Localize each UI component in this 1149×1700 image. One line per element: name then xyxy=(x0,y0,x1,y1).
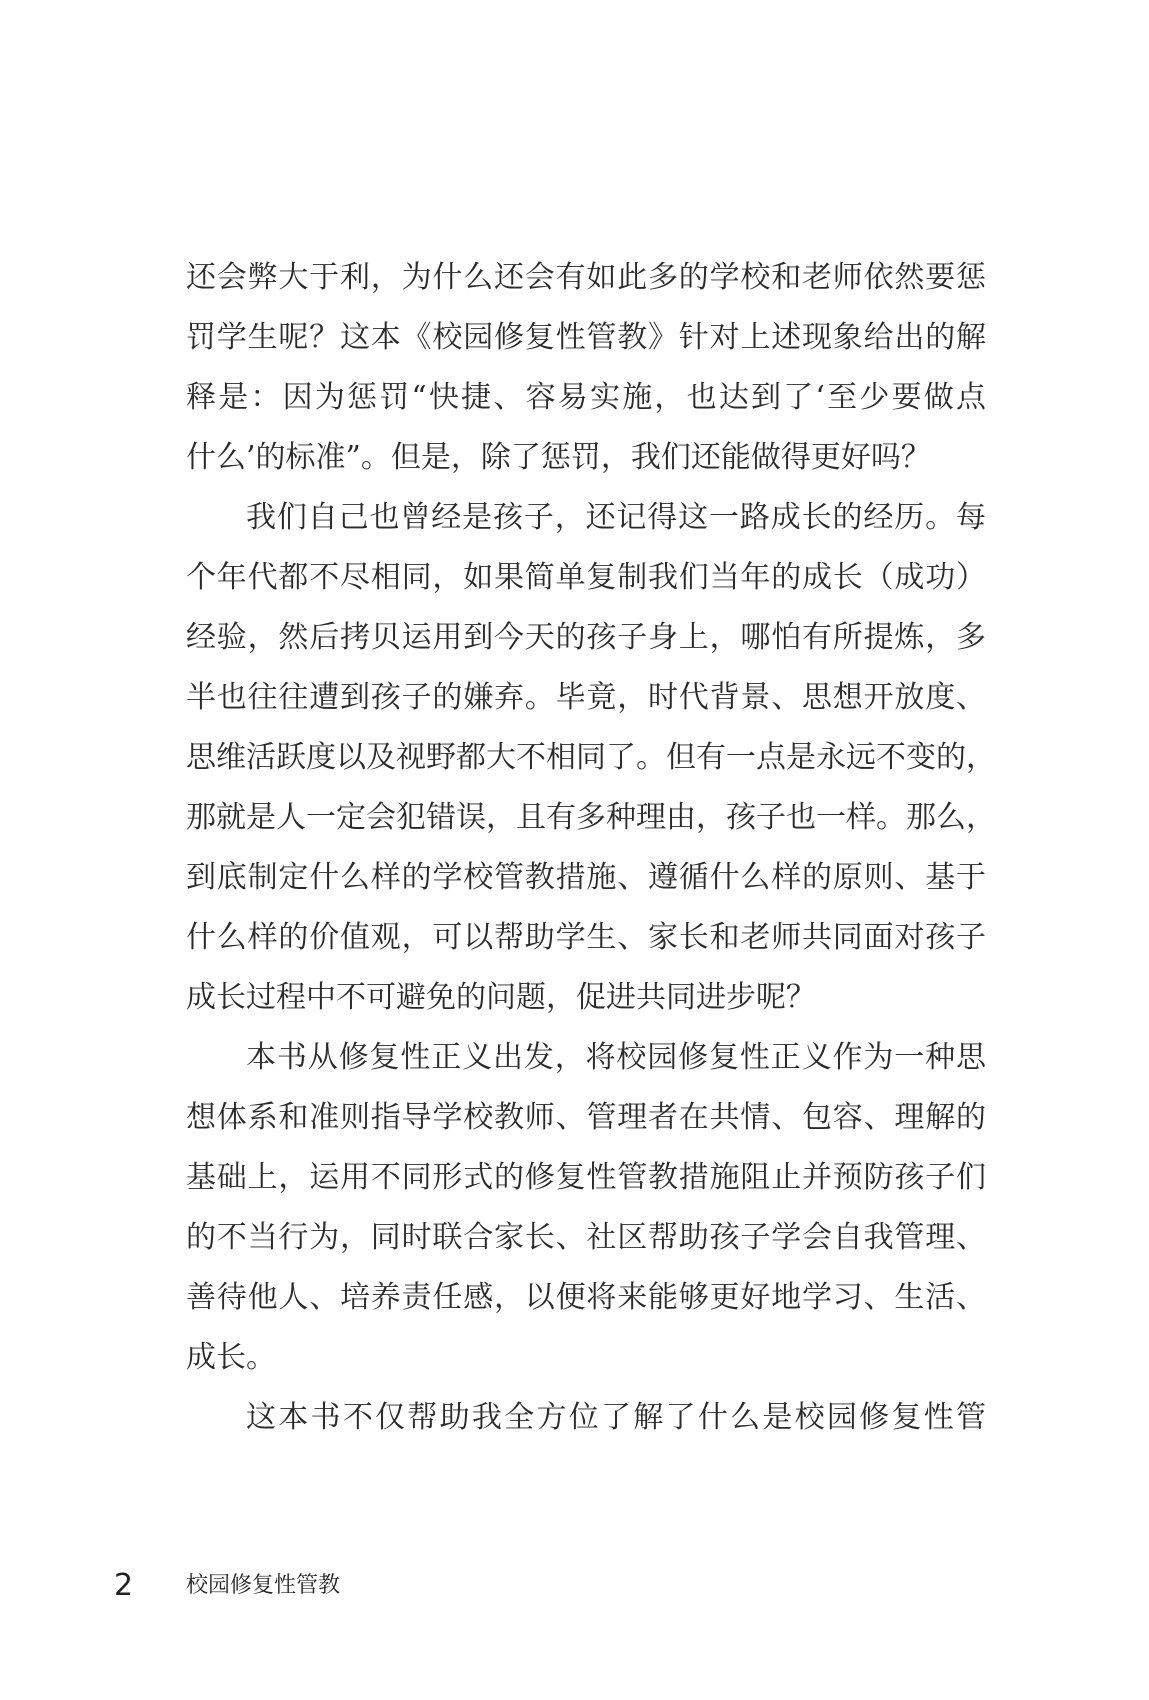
text-line: 那就是人一定会犯错误，且有多种理由，孩子也一样。那么， xyxy=(186,800,996,835)
text-line: 什么样的价值观，可以帮助学生、家长和老师共同面对孩子 xyxy=(186,920,986,955)
text-line: 罚学生呢？这本《校园修复性管教》针对上述现象给出的解 xyxy=(186,320,986,355)
text-line: 本书从修复性正义出发，将校园修复性正义作为一种思 xyxy=(246,1040,986,1075)
text-line: 基础上，运用不同形式的修复性管教措施阻止并预防孩子们 xyxy=(186,1160,986,1195)
text-line: 我们自己也曾经是孩子，还记得这一路成长的经历。每 xyxy=(246,500,986,535)
page-footer xyxy=(0,1566,1149,1606)
text-line: 什么’的标准”。但是，除了惩罚，我们还能做得更好吗？ xyxy=(186,440,931,475)
text-line: 善待他人、培养责任感，以便将来能够更好地学习、生活、 xyxy=(186,1280,986,1315)
text-line: 成长。 xyxy=(186,1340,276,1375)
text-line: 个年代都不尽相同，如果简单复制我们当年的成长（成功） xyxy=(186,560,986,595)
text-line: 的不当行为，同时联合家长、社区帮助孩子学会自我管理、 xyxy=(186,1220,986,1255)
body-text xyxy=(186,248,996,1448)
text-line: 这本书不仅帮助我全方位了解了什么是校园修复性管 xyxy=(246,1400,986,1435)
page-number: 2 xyxy=(114,1568,134,1603)
text-line: 成长过程中不可避免的问题，促进共同进步呢？ xyxy=(186,980,816,1015)
text-line: 到底制定什么样的学校管教措施、遵循什么样的原则、基于 xyxy=(186,860,986,895)
text-line: 半也往往遭到孩子的嫌弃。毕竟，时代背景、思想开放度、 xyxy=(186,680,986,715)
text-line: 想体系和准则指导学校教师、管理者在共情、包容、理解的 xyxy=(186,1100,986,1135)
text-line: 经验，然后拷贝运用到今天的孩子身上，哪怕有所提炼，多 xyxy=(186,620,986,655)
text-line: 思维活跃度以及视野都大不相同了。但有一点是永远不变的， xyxy=(186,740,996,775)
text-line: 还会弊大于利，为什么还会有如此多的学校和老师依然要惩 xyxy=(186,260,986,295)
running-title: 校园修复性管教 xyxy=(186,1573,341,1598)
text-line: 释是：因为惩罚“快捷、容易实施，也达到了‘至少要做点 xyxy=(186,380,986,415)
